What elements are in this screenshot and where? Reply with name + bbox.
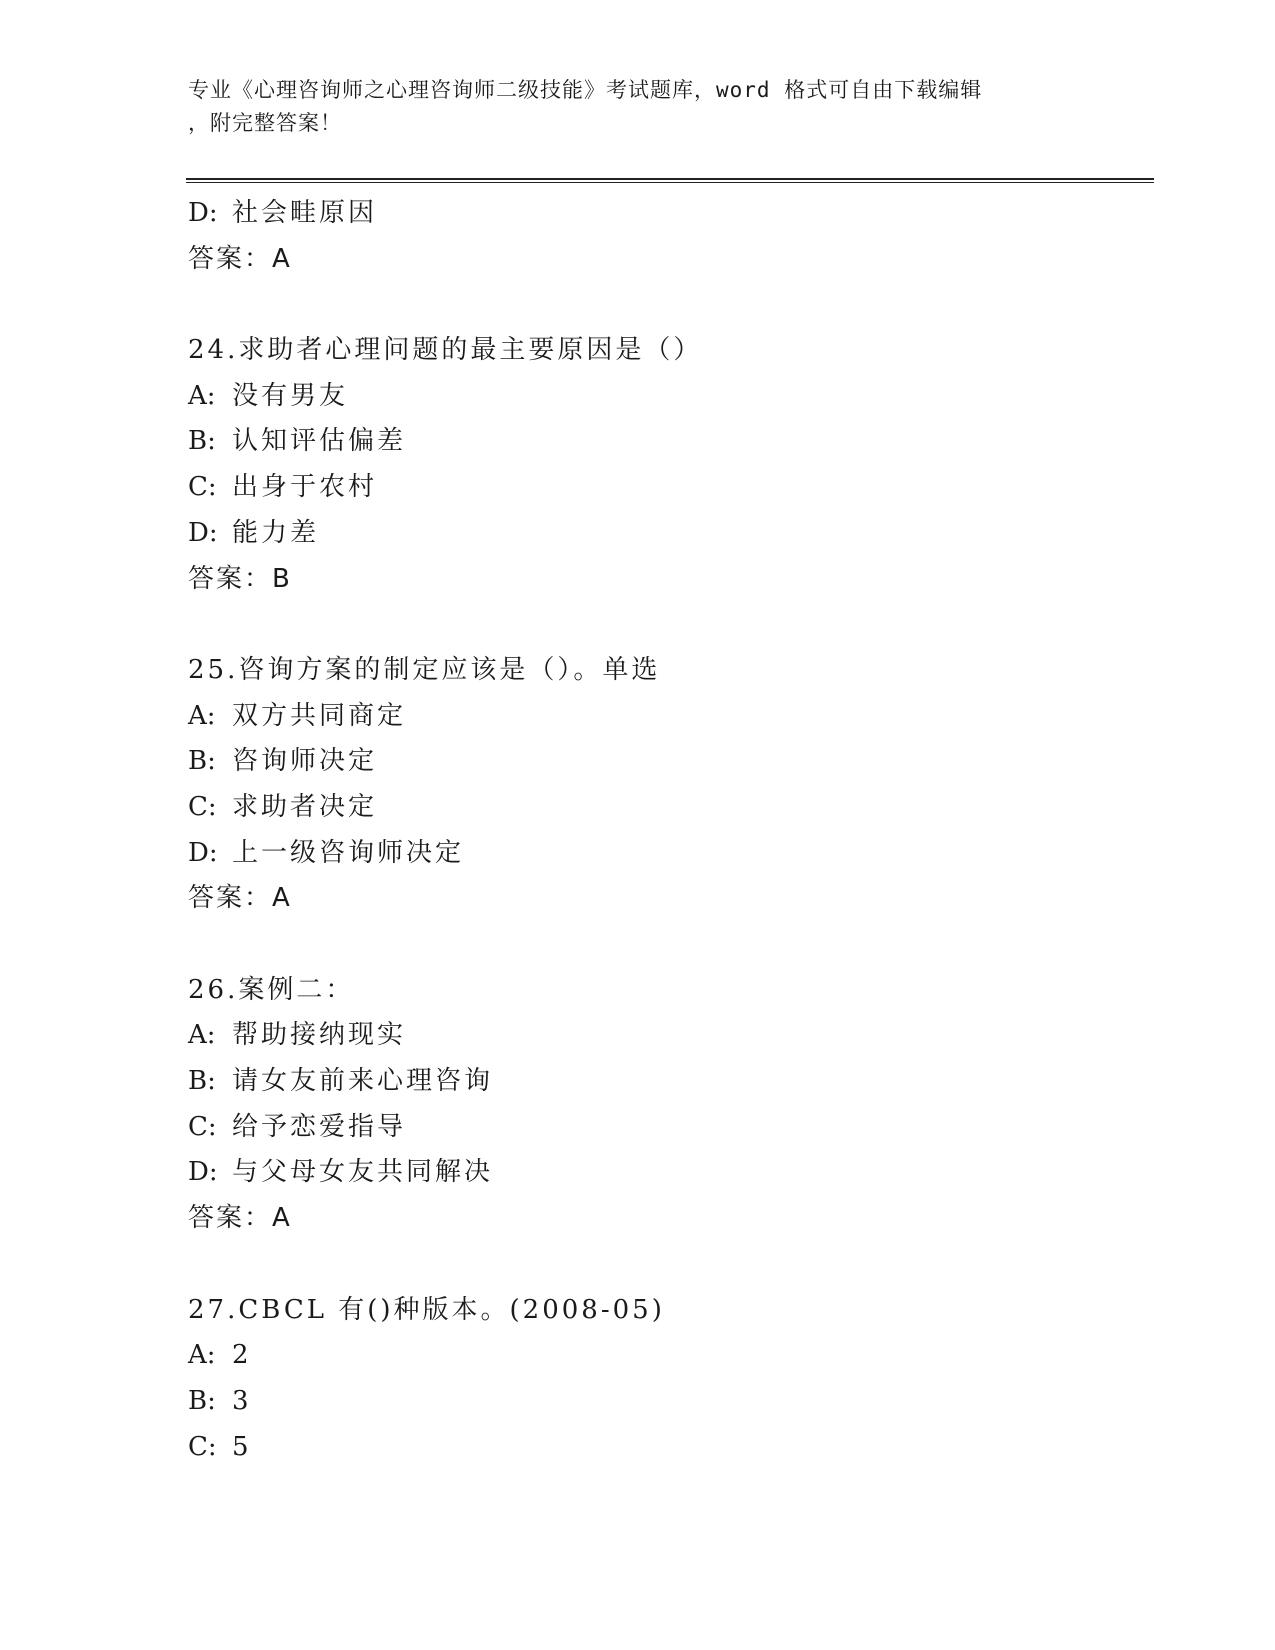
option-text: 出身于农村 bbox=[232, 472, 378, 503]
option-row bbox=[188, 191, 1148, 237]
option-text: 上一级咨询师决定 bbox=[232, 837, 465, 868]
option-text: 帮助接纳现实 bbox=[232, 1020, 407, 1051]
option-label: C: bbox=[188, 1111, 217, 1142]
option-label: B: bbox=[188, 1066, 216, 1097]
option-text: 与父母女友共同解决 bbox=[232, 1157, 494, 1188]
answer-text: 答案：A bbox=[188, 1203, 292, 1234]
option-label: A: bbox=[188, 380, 216, 411]
spacer bbox=[188, 282, 1148, 328]
option-label: D: bbox=[188, 517, 218, 548]
header-line-1: 专业《心理咨询师之心理咨询师二级技能》考试题库，word 格式可自由下载编辑 bbox=[188, 78, 983, 102]
option-row bbox=[188, 1425, 1148, 1471]
header-line-2: ，附完整答案！ bbox=[188, 111, 342, 135]
spacer bbox=[188, 922, 1148, 968]
option-text: 双方共同商定 bbox=[232, 700, 407, 731]
answer-text: 答案：A bbox=[188, 883, 292, 914]
option-text: 3 bbox=[232, 1385, 252, 1416]
option-label: C: bbox=[188, 1431, 217, 1462]
option-row bbox=[188, 1379, 1148, 1425]
option-row bbox=[188, 465, 1148, 511]
option-label: D: bbox=[188, 198, 218, 228]
option-row bbox=[188, 739, 1148, 785]
option-label: D: bbox=[188, 837, 218, 868]
question-list bbox=[188, 191, 1148, 1470]
document-header bbox=[188, 74, 1088, 140]
question-text: 24.求助者心理问题的最主要原因是（） bbox=[188, 335, 703, 366]
option-text: 没有男友 bbox=[232, 380, 349, 411]
option-label: B: bbox=[188, 746, 216, 777]
option-row bbox=[188, 1059, 1148, 1105]
option-label: B: bbox=[188, 426, 216, 457]
option-text: 能力差 bbox=[232, 517, 320, 548]
option-row bbox=[188, 785, 1148, 831]
option-label: B: bbox=[188, 1385, 216, 1416]
option-text: 请女友前来心理咨询 bbox=[232, 1066, 494, 1097]
question-text: 25.咨询方案的制定应该是（）。单选 bbox=[188, 654, 661, 685]
option-row bbox=[188, 1150, 1148, 1196]
option-row bbox=[188, 831, 1148, 877]
option-text: 认知评估偏差 bbox=[232, 426, 407, 457]
option-text: 求助者决定 bbox=[232, 791, 378, 822]
spacer bbox=[188, 1242, 1148, 1288]
spacer bbox=[188, 602, 1148, 648]
option-row bbox=[188, 1105, 1148, 1151]
option-row bbox=[188, 1333, 1148, 1379]
option-label: A: bbox=[188, 1020, 216, 1051]
option-row bbox=[188, 419, 1148, 465]
option-row bbox=[188, 511, 1148, 557]
option-row bbox=[188, 694, 1148, 740]
question-text: 27.CBCL 有()种版本。(2008-05) bbox=[188, 1294, 665, 1325]
answer-text: 答案：A bbox=[188, 243, 292, 274]
option-text: 社会畦原因 bbox=[232, 198, 378, 228]
option-text: 咨询师决定 bbox=[232, 746, 378, 777]
answer-text: 答案：B bbox=[188, 563, 292, 594]
option-text: 5 bbox=[232, 1431, 252, 1462]
option-label: A: bbox=[188, 700, 216, 731]
option-text: 给予恋爱指导 bbox=[232, 1111, 407, 1142]
option-label: C: bbox=[188, 791, 217, 822]
option-text: 2 bbox=[232, 1340, 252, 1371]
question-text: 26.案例二： bbox=[188, 974, 355, 1005]
option-row bbox=[188, 1013, 1148, 1059]
option-label: D: bbox=[188, 1157, 218, 1188]
header-divider bbox=[186, 178, 1154, 183]
option-label: C: bbox=[188, 472, 217, 503]
option-row bbox=[188, 374, 1148, 420]
option-label: A: bbox=[188, 1340, 216, 1371]
